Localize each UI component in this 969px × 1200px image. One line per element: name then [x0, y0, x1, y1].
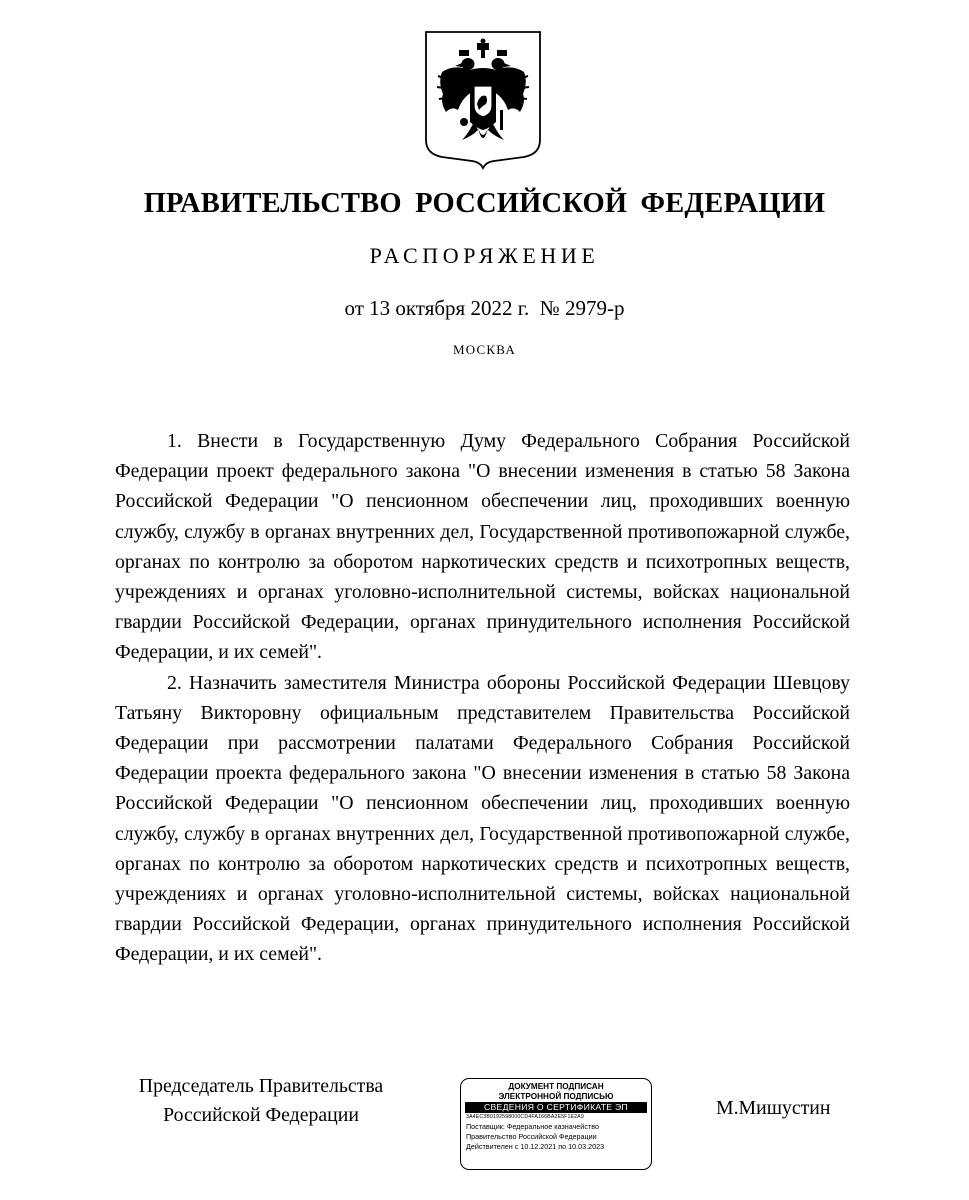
signer-position-line-2: Российской Федерации — [163, 1104, 359, 1126]
stamp-certificate-bar: СВЕДЕНИЯ О СЕРТИФИКАТЕ ЭП — [465, 1102, 647, 1113]
paragraph-2: 2. Назначить заместителя Министра обороны Российской Федерации Шевцову Татьяну Викторовну официальным представителем Правительства Российской Федерации при рассмотрении палатами Федерального Собрания Российской Федерации проекта федерального закона "О внесении изменения в статью 58 Закона Российской Федерации "О пенсионном обеспечении лиц, проходивших военную службу, службу в органах внутренних дел, Государственной противопожарной службе, органах по контролю за оборотом наркотических средств и психотропных веществ, учреждениях и органах уголовно-исполнительной системы, войсках национальной гвардии Российской Федерации, органах принудительного исполнения Российской Федерации, и их семей". — [115, 671, 850, 966]
government-title: ПРАВИТЕЛЬСТВО РОССИЙСКОЙ ФЕДЕРАЦИИ — [143, 188, 826, 219]
signer-position-line-1: Председатель Правительства — [138, 1075, 384, 1097]
signer-name: М.Мишустин — [716, 1097, 831, 1119]
paragraph-1: 1. Внести в Государственную Думу Федерального Собрания Российской Федерации проект федерального закона "О внесении изменения в статью 58 Закона Российской Федерации "О пенсионном обеспечении лиц, проходивших военную службу, службу в органах внутренних дел, Государственной противопожарной службе, органах по контролю за оборотом наркотических средств и психотропных веществ, учреждениях и органах уголовно-исполнительной системы, войсках национальной гвардии Российской Федерации, органах принудительного исполнения Российской Федерации, и их семей". — [115, 430, 850, 664]
document-type: РАСПОРЯЖЕНИЕ — [369, 243, 600, 268]
document-date-number: от 13 октября 2022 г. № 2979-р — [344, 296, 625, 320]
stamp-line-1: ДОКУМЕНТ ПОДПИСАН — [508, 1082, 604, 1091]
stamp-supplier: Поставщик: Федеральное казначейство — [466, 1122, 599, 1131]
stamp-serial: 3A4EC3B0192598000CD4FA166BA2E5F1E2A9 — [466, 1114, 584, 1120]
stamp-validity: Действителен с 10.12.2021 по 10.03.2023 — [466, 1142, 605, 1151]
stamp-line-2: ЭЛЕКТРОННОЙ ПОДПИСЬЮ — [498, 1092, 614, 1101]
coat-of-arms-emblem — [424, 30, 542, 170]
document-city: МОСКВА — [453, 342, 516, 357]
document-body — [115, 426, 850, 970]
signer-position — [111, 1072, 411, 1130]
electronic-signature-stamp — [460, 1078, 652, 1170]
stamp-owner: Правительство Российской Федерации — [466, 1132, 597, 1141]
